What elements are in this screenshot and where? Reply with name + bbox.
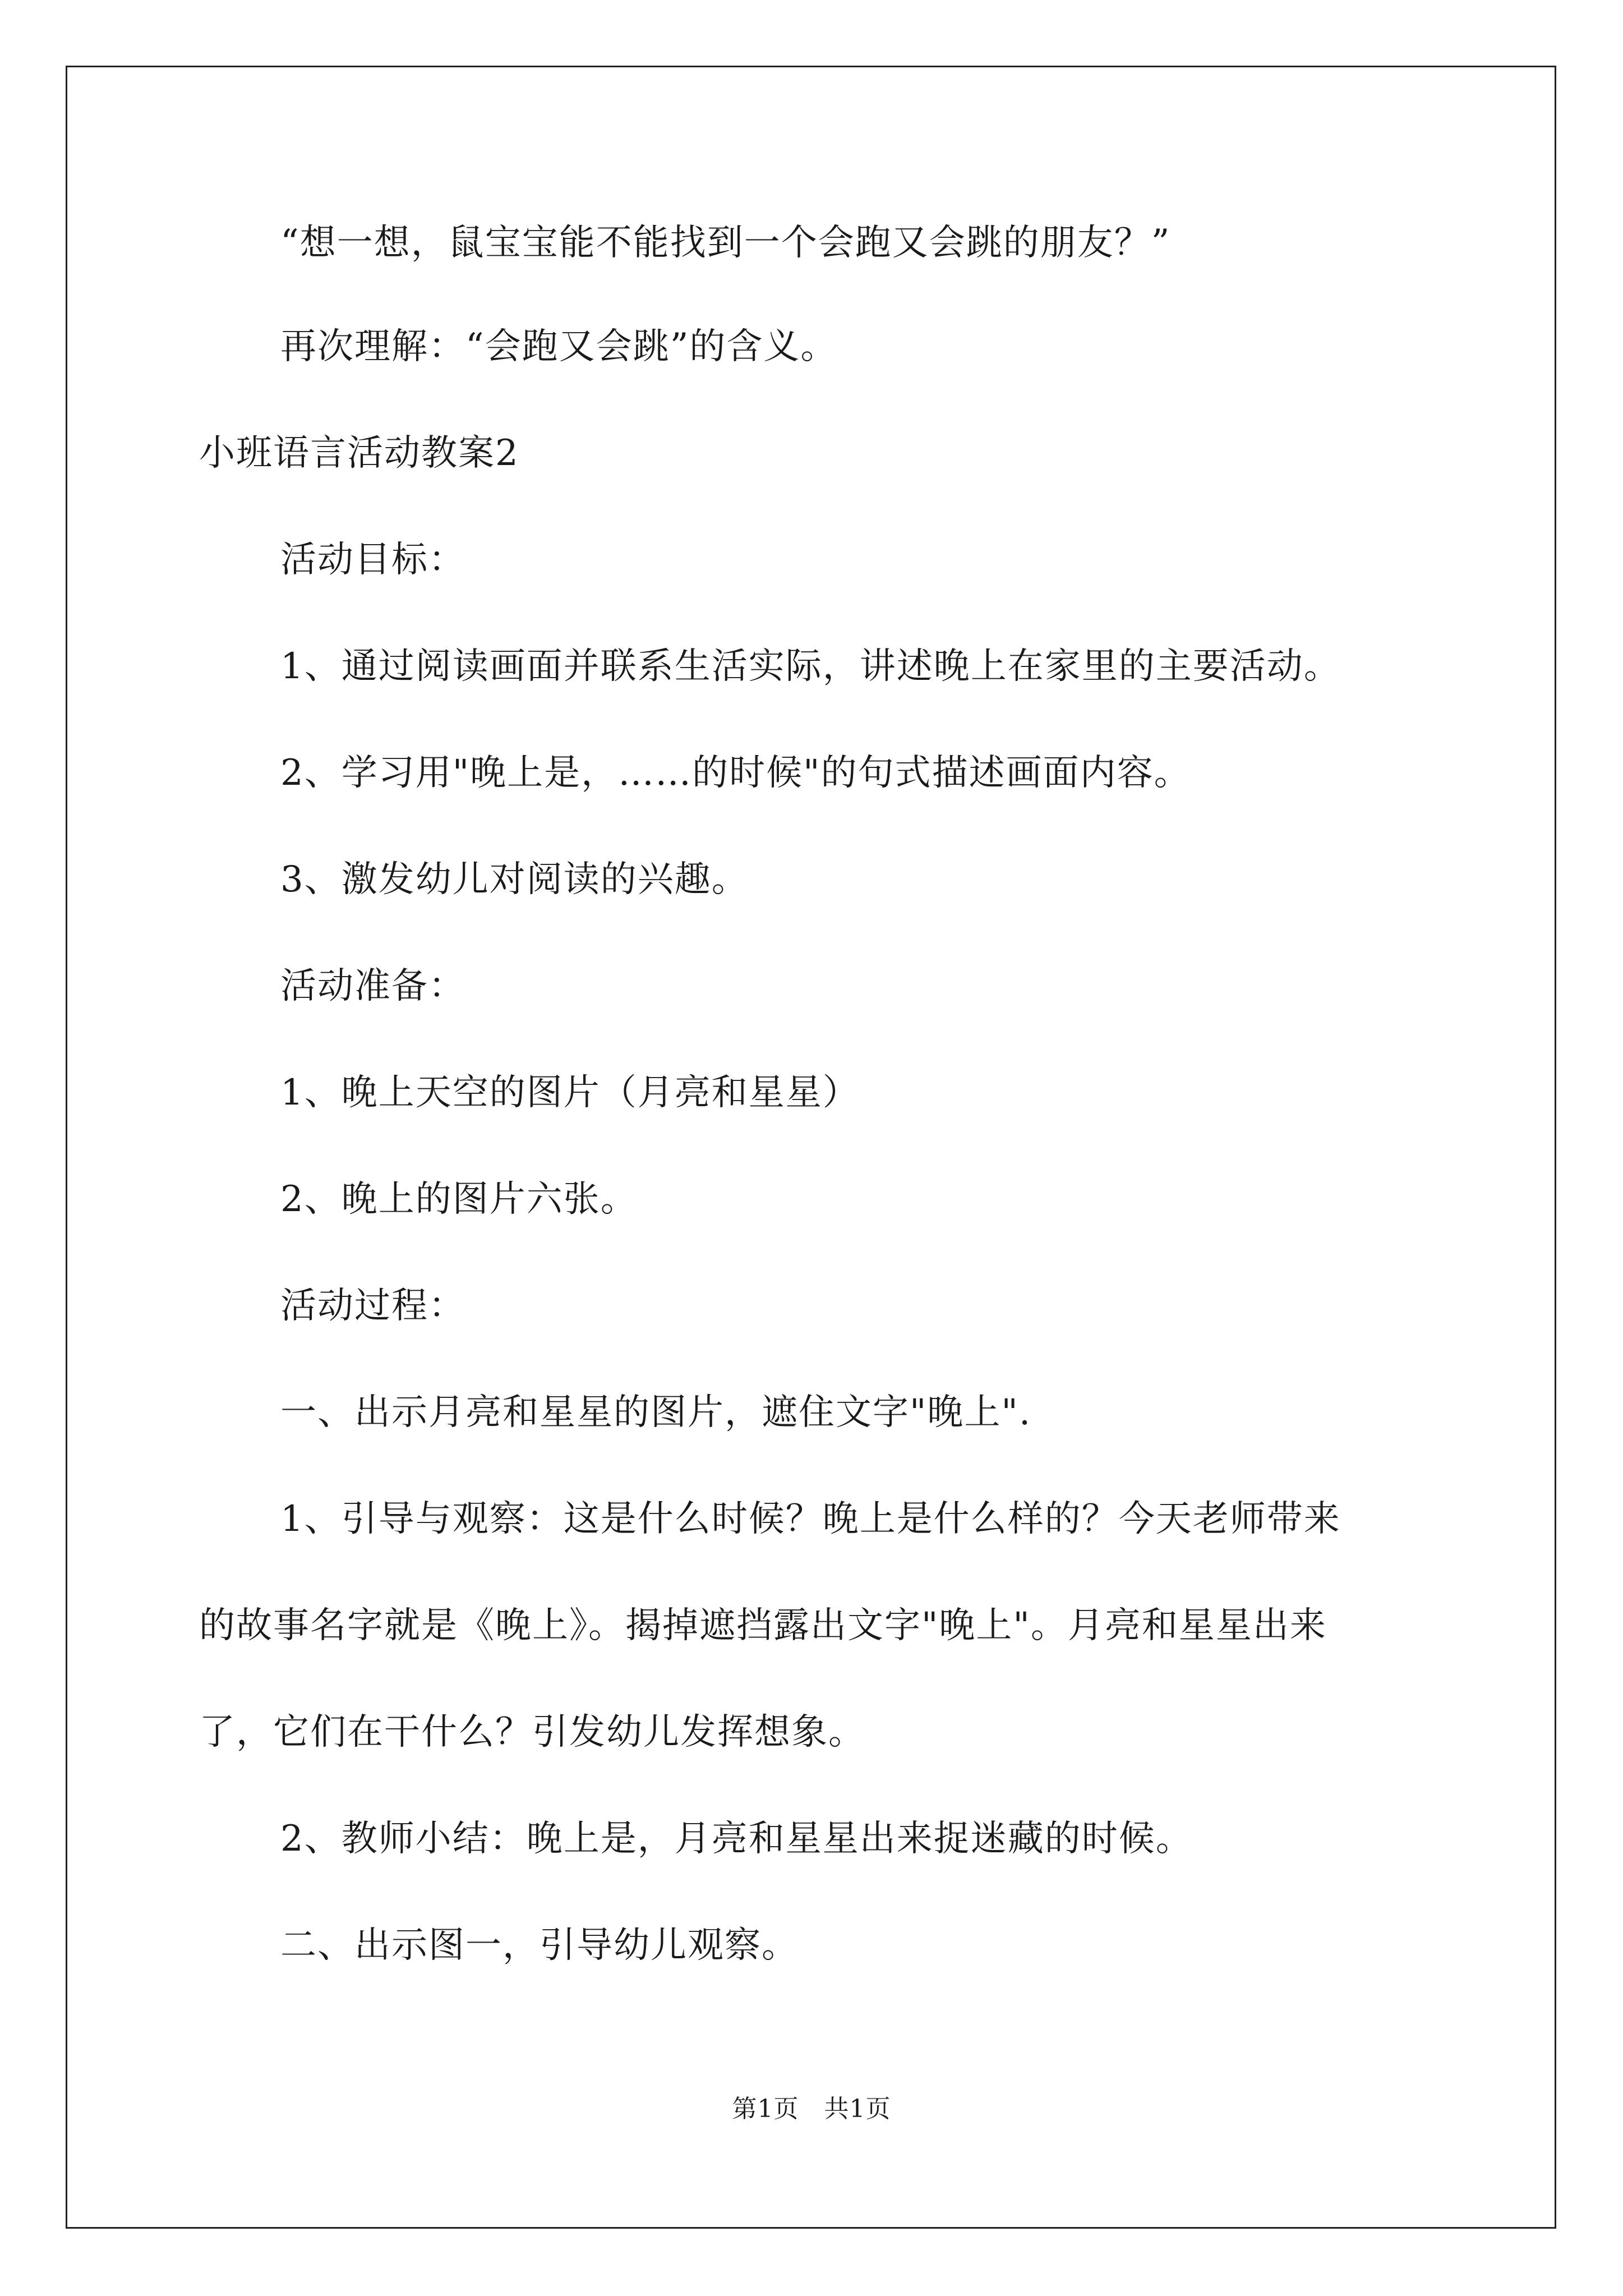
heading-activity-goals: 活动目标： [280, 539, 465, 581]
goal-item-3: 3、激发幼儿对阅读的兴趣。 [280, 859, 749, 900]
paragraph-understand-meaning: 再次理解：“会跑又会跳”的含义。 [280, 326, 838, 367]
paragraph-quote-question: “想一想，鼠宝宝能不能找到一个会跑又会跳的朋友？” [280, 222, 1171, 264]
page-border [66, 66, 1556, 2229]
process-substep-1-line-2: 的故事名字就是《晚上》。揭掉遮挡露出文字"晚上"。月亮和星星出来 [199, 1605, 1327, 1646]
preparation-item-1: 1、晚上天空的图片（月亮和星星） [280, 1072, 860, 1114]
goal-item-2: 2、学习用"晚上是，……的时候"的句式描述画面内容。 [280, 752, 1191, 794]
heading-activity-preparation: 活动准备： [280, 965, 465, 1007]
process-step-2: 二、出示图一，引导幼儿观察。 [280, 1925, 799, 1966]
heading-activity-process: 活动过程： [280, 1285, 465, 1327]
process-substep-1-line-3: 了，它们在干什么？引发幼儿发挥想象。 [199, 1711, 865, 1753]
page-footer: 第1页 共1页 [732, 2095, 891, 2123]
process-substep-2: 2、教师小结：晚上是，月亮和星星出来捉迷藏的时候。 [280, 1818, 1193, 1860]
process-step-1: 一、出示月亮和星星的图片，遮住文字"晚上". [280, 1392, 1032, 1433]
preparation-item-2: 2、晚上的图片六张。 [280, 1179, 638, 1220]
process-substep-1-line-1: 1、引导与观察：这是什么时候？晚上是什么样的？今天老师带来 [280, 1498, 1341, 1540]
section-title: 小班语言活动教案2 [199, 432, 519, 474]
goal-item-1: 1、通过阅读画面并联系生活实际，讲述晚上在家里的主要活动。 [280, 646, 1341, 687]
